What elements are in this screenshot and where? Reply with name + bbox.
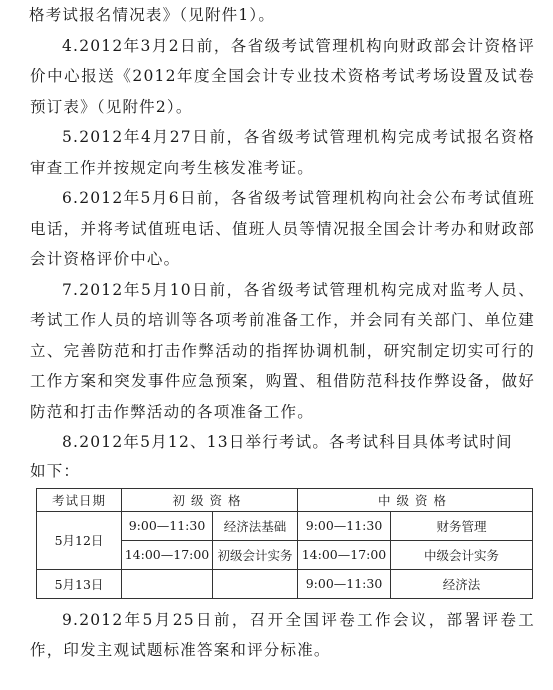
table-header-row bbox=[37, 488, 533, 511]
paragraph-item-6: 6.2012年5月6日前，各省级考试管理机构向社会公布考试值班电话，并将考试值班电话、值班人员等情况报全国会计考办和财政部会计资格评价中心。 bbox=[30, 189, 535, 268]
middle-subject-cell: 财务管理 bbox=[391, 511, 533, 540]
paragraph-item-8-tail: 如下： bbox=[30, 461, 81, 480]
paragraph-item-7: 7.2012年5月10日前，各省级考试管理机构完成对监考人员、考试工作人员的培训等各项考前准备工作，并会同有关部门、单位建立、完善防范和打击作弊活动的指挥协调机制，研究制定切实可行的工作方案和突发事件应急预案，购置、租借防范科技作弊设备，做好防范和打击作弊活动的各项准备工作。 bbox=[30, 280, 535, 421]
empty-cell bbox=[122, 569, 213, 598]
table-row bbox=[37, 511, 533, 540]
empty-cell bbox=[213, 569, 298, 598]
middle-time-cell: 9:00—11:30 bbox=[298, 511, 391, 540]
table-row bbox=[37, 569, 533, 598]
date-cell-day2: 5月13日 bbox=[37, 569, 122, 598]
middle-subject-cell: 中级会计实务 bbox=[391, 540, 533, 569]
header-middle: 中级资格 bbox=[298, 488, 533, 511]
paragraph-item-5: 5.2012年4月27日前，各省级考试管理机构完成考试报名资格审查工作并按规定向考生核发准考证。 bbox=[30, 128, 535, 177]
paragraph-item-4: 4.2012年3月2日前，各省级考试管理机构向财政部会计资格评价中心报送《2012年度全国会计专业技术资格考试考场设置及试卷预订表》（见附件2）。 bbox=[30, 36, 535, 116]
junior-time-cell: 9:00—11:30 bbox=[122, 511, 213, 540]
junior-subject-cell: 初级会计实务 bbox=[213, 540, 298, 569]
junior-subject-cell: 经济法基础 bbox=[213, 511, 298, 540]
paragraph-continuation: 格考试报名情况表》（见附件1）。 bbox=[29, 6, 276, 24]
paragraph-item-8: 8.2012年5月12、13日举行考试。各考试科目具体考试时间 bbox=[62, 433, 513, 451]
paragraph-item-9: 9.2012年5月25日前，召开全国评卷工作会议，部署评卷工作，印发主观试题标准答案和评分标准。 bbox=[30, 610, 535, 659]
middle-time-cell: 9:00—11:30 bbox=[298, 569, 391, 598]
middle-time-cell: 14:00—17:00 bbox=[298, 540, 391, 569]
junior-time-cell: 14:00—17:00 bbox=[122, 540, 213, 569]
date-cell-day1: 5月12日 bbox=[37, 511, 122, 569]
header-junior: 初级资格 bbox=[122, 488, 298, 511]
middle-subject-cell: 经济法 bbox=[391, 569, 533, 598]
exam-schedule-table bbox=[36, 488, 533, 599]
header-date: 考试日期 bbox=[37, 488, 122, 511]
